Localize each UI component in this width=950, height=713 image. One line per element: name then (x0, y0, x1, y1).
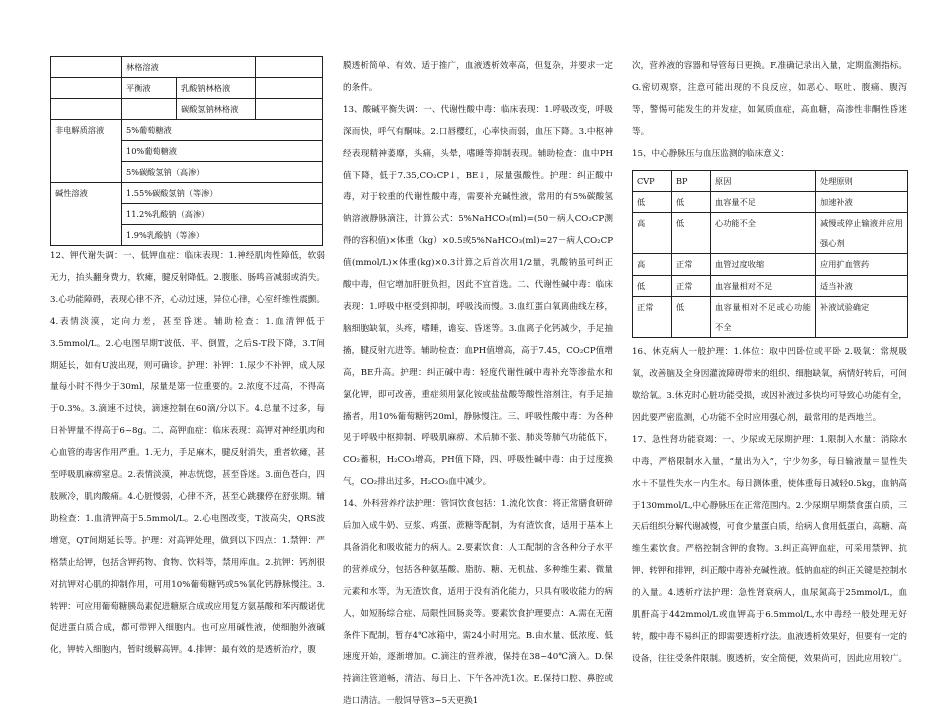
cell-glucose-5: 5%葡萄糖液 (122, 120, 323, 141)
cell-lactate-19: 1.9%乳酸钠（等渗） (122, 225, 323, 246)
cvp-cell: 血容量相对不足 (711, 275, 816, 296)
cvp-cell: 血容量不足 (711, 191, 816, 212)
cell-lactate-112: 11.2%乳酸钠（高渗） (122, 204, 323, 225)
cvp-cell: 低 (633, 275, 672, 296)
cvp-cell: 补液试验确定 (816, 296, 908, 337)
cvp-cell: 适当补液 (816, 275, 908, 296)
cvp-cell: 低 (633, 191, 672, 212)
cvp-cell: 心功能不全 (711, 212, 816, 253)
cvp-cell: 高 (633, 254, 672, 275)
para-nutrition-cont: 次，营养液的容器和导管每日更换。F.准确记录出入量，定期监测指标。G.密切观察，注意可能出现的不良反应，如恶心、呕吐、腹痛、腹泻等，警惕可能发生的并发症，如氮质血症，高血糖，高渗性非酮性昏迷等。 (632, 61, 907, 137)
cell-ringer: 林格溶液 (122, 57, 256, 78)
cvp-cell: 血管过度收缩 (711, 254, 816, 275)
cvp-header: CVP (633, 170, 672, 191)
para-renal-failure: 17、急性肾功能衰竭：一、少尿或无尿期护理：1.限制入水量：消除水中毒，严格限制水入量，“量出为入”，宁少勿多，每日输液量＝显性失水＋不显性失水－内生水。每日测体重，使体重每日减轻0.5kg，血钠高于130mmol/L,中心静脉压在正常范围内。2.少尿期早期禁食蛋白质，三天后组织分解代谢减慢，可食少量蛋白质，给病人食用低蛋白，高糖、高维生素饮食。严格控制含钾的食物。3.纠正高钾血症，可采用禁钾、抗钾、转钾和排钾，纠正酸中毒补充碱性液。低钠血症的纠正关键是控制水的入量。4.透析疗法护理：急性肾衰病人，血尿氮高于25mmol/L，血肌酐高于442mmol/L或血钾高于6.5mmol/L,水中毒经一般处理无好转，酸中毒不易纠正的即需要透析疗法。血液透析效果好，但要有一定的设备，往往受条件限制。腹透析，安全简便，效果尚可，因此应用较广。 (632, 434, 908, 664)
cvp-cell: 加速补液 (816, 191, 908, 212)
left-column (50, 56, 325, 662)
cvp-cell: 应用扩血管药 (816, 254, 908, 275)
middle-column (343, 56, 613, 713)
right-column (632, 56, 907, 671)
cell-lactate-ringer: 乳酸钠林格液 (177, 78, 256, 99)
para-dialysis-cont: 膜透析简单、有效、适于推广，血液透析效率高，但复杂，并要求一定的条件。 (343, 61, 613, 93)
cvp-cell: 低 (672, 212, 711, 253)
cvp-table (632, 170, 908, 339)
cvp-cell: 正常 (672, 275, 711, 296)
cvp-cell: 正常 (633, 296, 672, 337)
cell-bicarb-155: 1.55%碳酸氢钠（等渗） (122, 183, 323, 204)
cvp-header: BP (672, 170, 711, 191)
fluid-table (50, 56, 323, 246)
cvp-header: 处理原则 (816, 170, 908, 191)
para-nutrition: 14、外科营养疗法护理：管饲饮食包括：1.流化饮食：将正常膳食研碎后加入成牛奶、豆浆、鸡蛋、蔗糖等配制，为有渣饮食，适用于基本上具备消化和吸收能力的病人。2.要素饮食：人工配制的含各种分子水平的营养成分，包括各种氨基酸、脂肪、糖、无机盐、多种维生素、微量元素和水等，为无渣饮食，适用于没有消化能力，只具有吸收能力的病人，如短肠综合症、局限性回肠炎等。要素饮食护理要点：A.需在无菌条件下配制，暂存4℃冰箱中，需24小时用完。B.由水量、低浓度、低速度开始，逐渐增加。C.滴注的营养液，保持在38~40℃滴入。D.保持滴注管道畅，清洁、每日上、下午各冲洗1次。E.保持口腔、鼻腔或造口清洁。一般饲导管3~5天更换1 (343, 499, 613, 707)
para-acid-base: 13、酸碱平衡失调：一、代谢性酸中毒：临床表现：1.呼吸改变，呼吸深而快，呼气有酮味。2.口唇樱红，心率快而弱，血压下降。3.中枢神经表现精神萎靡，头痛，头晕，嗜睡等抑制表现。辅助检查：血中PH值下降，低于7.35,CO₂CP↓，BE↓，尿量强酸性。护理：纠正酸中毒，对于较重的代谢性酸中毒，需要补充碱性液，常用的有5%碳酸氢钠溶液静脉滴注，计算公式：5%NaHCO₃(ml)=(50－病人CO₂CP测得的容积值)×体重（kg）×0.5或5%NaHCO₃(ml)=27－病人CO₂CP值(mmol/L)×体重(kg)×0.3计算之后首次用1/2量，乳酸钠虽可纠正酸中毒，但它增加肝脏负担，因此不宜首选。二、代谢性碱中毒：临床表现：1.呼吸中枢受到抑制，呼吸浅而慢。3.血红蛋白氧离曲线左移，脑细胞缺氧，头疼，嗜睡，谵妄、昏迷等。3.血离子化钙减少，手足抽搐，腱反射亢进等。辅助检查：血PH值增高，高于7.45，CO₂CP值增高，BE升高。护理：纠正碱中毒：轻度代谢性碱中毒补充等渗盐水和氯化钾，即可改善，重症须用氯化铵或盐盐酸等酸性溶剂注，有手足抽搐者，用10%葡萄糖钙20ml，静脉慢注。三、呼吸性酸中毒：为各种见于呼吸中枢抑制、呼吸肌麻痹、术后肺不张、肺炎等肺气功能低下，CO₂蓄积，H₂CO₃增高，PH值下降，四、呼吸性碱中毒：由于过度换气，CO₂排出过多，H₂CO₃血中减少。 (343, 104, 613, 488)
cell-bicarb-5: 5%碳酸氢钠（高渗） (122, 162, 323, 183)
cvp-cell: 高 (633, 212, 672, 253)
para-shock-care: 16、休克病人一般护理：1.体位：取中凹卧位或平卧 2.吸氧：常规吸氧，改善脑及全身因灌流障碍带来的组织、细胞缺氧，病情好转后，可间歇给氧。3.休克时心脏功能受损，或因补液过多快均可导致心功能有全，因此要严密监测，心功能不全时应用强心剂，最常用的是西地兰。 (632, 347, 908, 423)
cvp-cell: 血容量相对不足或心功能不全 (711, 296, 816, 337)
cell-glucose-10: 10%葡萄糖液 (122, 141, 323, 162)
cell-balanced: 平衡液 (122, 78, 177, 99)
cvp-cell: 正常 (672, 254, 711, 275)
cvp-cell: 低 (672, 296, 711, 337)
cvp-header: 原因 (711, 170, 816, 191)
para-potassium: 12、钾代谢失调：一、低钾血症：临床表现：1.神经肌肉性障低，软弱无力，抬头翻身费力，软瘫，腱反射降低。2.腹胀、肠鸣音减弱或消失。3.心功能障碍，表现心律不齐，心动过速，异位心律，心室纤维性震颤。4.表情淡漠，定向力差，甚至昏迷。辅助检查：1.血清钾低于3.5mmol/L。2.心电图早期T波低、平、倒置，之后S-T段下降，3.T间期延长，如有U波出现，则可确诊。护理：补钾：1.尿少不补钾，成人尿量每小时不得少于30ml，尿量是第一位重要的。2.浓度不过高，不得高于0.3%。3.滴速不过快，滴速控制在60滴/分以下。4.总量不过多，每日补钾量不得高于6~8g。二、高钾血症：临床表现：高钾对神经肌肉和心血管的毒害作用严重。1.无力，手足麻木，腱反射消失，重者软瘫，甚至呼吸肌麻痹窒息。2.表情淡漠，神志恍惚，甚至昏迷。3.面色苍白，四肢厥冷，肌肉酸痛。4.心脏慢弱，心律不齐，甚至心跳骤停在舒张期。辅助检查：1.血清钾高于5.5mmol/L。2.心电图改变，T波高尖，QRS波增宽，QT间期延长等。护理：对高钾处理，做到以下四点：1.禁钾：严格禁止给钾，包括含钾药物、食物、饮料等，禁用库血。2.抗钾：钙剂很对抗钾对心肌的抑制作用，可用10%葡萄糖钙或5%氧化钙静脉慢注。3.转钾：可应用葡萄糖胰岛素促进糖原合成或应用复方氨基酸和苯丙酸诺优促进蛋白质合成，都可带钾入细胞内。也可应用碱性液，使细胞外液碱化，钾转入细胞内，暂时缓解高钾。4.排钾：最有效的是透析治疗，腹 (50, 251, 326, 656)
para-cvp-title: 15、中心静脉压与血压监测的临床意义： (632, 148, 790, 159)
cell-bicarb-ringer: 碳酸氢钠林格液 (177, 99, 256, 120)
cvp-cell: 低 (672, 191, 711, 212)
cell-nonelectrolyte: 非电解质溶液 (51, 120, 122, 183)
cvp-cell: 减慢或停止输液并应用强心剂 (816, 212, 908, 253)
cell-alkaline: 碱性溶液 (51, 183, 122, 246)
